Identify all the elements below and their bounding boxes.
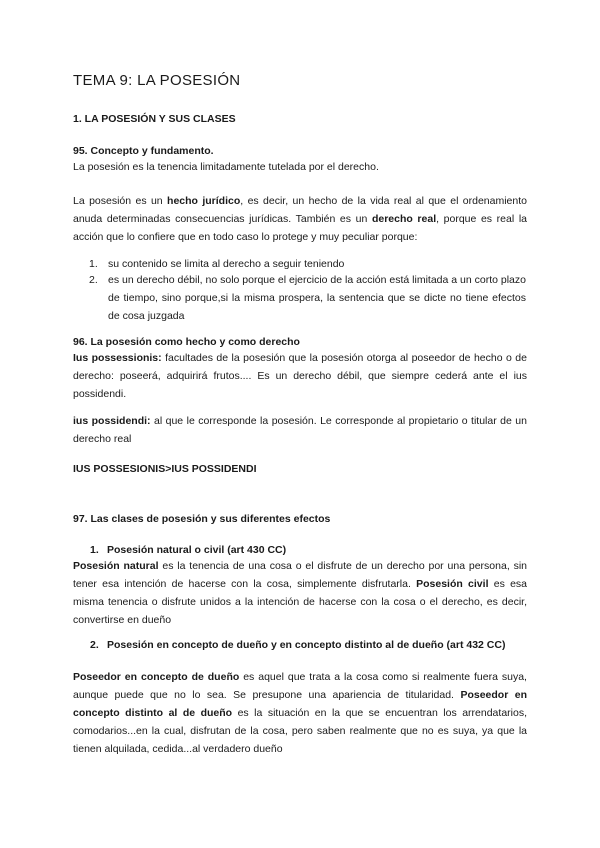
ius-possessionis-paragraph: Ius possessionis: facultades de la posesión que la posesión otorga al poseedor de hecho o de derecho: poseerá, adquirirá frutos.... Es un derecho débil, que siempre cederá ante el ius possidendi.	[73, 352, 527, 400]
subsection-96-heading: 96. La posesión como hecho y como derecho	[73, 336, 300, 348]
definition-text: La posesión es la tenencia limitadamente tutelada por el derecho.	[73, 161, 379, 173]
list-item-number: 2.	[89, 274, 98, 286]
ius-formula: IUS POSSESIONIS>IUS POSSIDENDI	[73, 463, 257, 475]
list-item: su contenido se limita al derecho a seguir teniendo	[108, 258, 345, 270]
ius-possidendi-paragraph: ius possidendi: al que le corresponde la posesión. Le corresponde al propietario o titular de un derecho real	[73, 415, 527, 445]
concepto-dueno-paragraph: Poseedor en concepto de dueño es aquel que trata a la cosa como si realmente fuera suya, aunque puede que no lo sea. Se presupone una apariencia de titularidad. Poseedor en concepto distinto al de dueño es la situación en la que se encuentran los arrendatarios, comodarios...en la cual, disfrutan de la cosa, pero saben realmente que no es suya, ya que la tienen alquilada, cedida...al verdadero dueño	[73, 671, 527, 755]
paragraph-posesion: La posesión es un hecho jurídico, es decir, un hecho de la vida real al que el ordenamiento anuda determinadas consecuencias jurídicas. También es un derecho real, porque es real la acción que lo confiere que en todo caso lo protege y muy peculiar porque:	[73, 195, 527, 243]
posesion-natural-civil-paragraph: Posesión natural es la tenencia de una cosa o el disfrute de un derecho por una persona, sin tener esa intención de hacerse con la cosa, simplemente disfrutarla. Posesión civil es esa misma tenencia o disfrute unidos a la intención de hacerse con la cosa o el derecho, es decir, convertirse en dueño	[73, 560, 527, 626]
subsection-97-heading: 97. Las clases de posesión y sus diferentes efectos	[73, 513, 331, 525]
list-item: es un derecho débil, no solo porque el ejercicio de la acción está limitada a un corto plazo de tiempo, sino porque,si la misma prospera, la sentencia que se dicte no tiene efectos de cosa juzgada	[108, 274, 526, 322]
subitem-number: 2.	[90, 639, 99, 651]
section-heading: 1. LA POSESIÓN Y SUS CLASES	[73, 113, 236, 125]
subsection-95-heading: 95. Concepto y fundamento.	[73, 145, 214, 157]
list-item-number: 1.	[89, 258, 98, 270]
subitem-title: Posesión en concepto de dueño y en concepto distinto al de dueño (art 432 CC)	[107, 639, 506, 651]
subitem-title: Posesión natural o civil (art 430 CC)	[107, 544, 287, 556]
subitem-number: 1.	[90, 544, 99, 556]
page-title: TEMA 9: LA POSESIÓN	[73, 72, 241, 89]
